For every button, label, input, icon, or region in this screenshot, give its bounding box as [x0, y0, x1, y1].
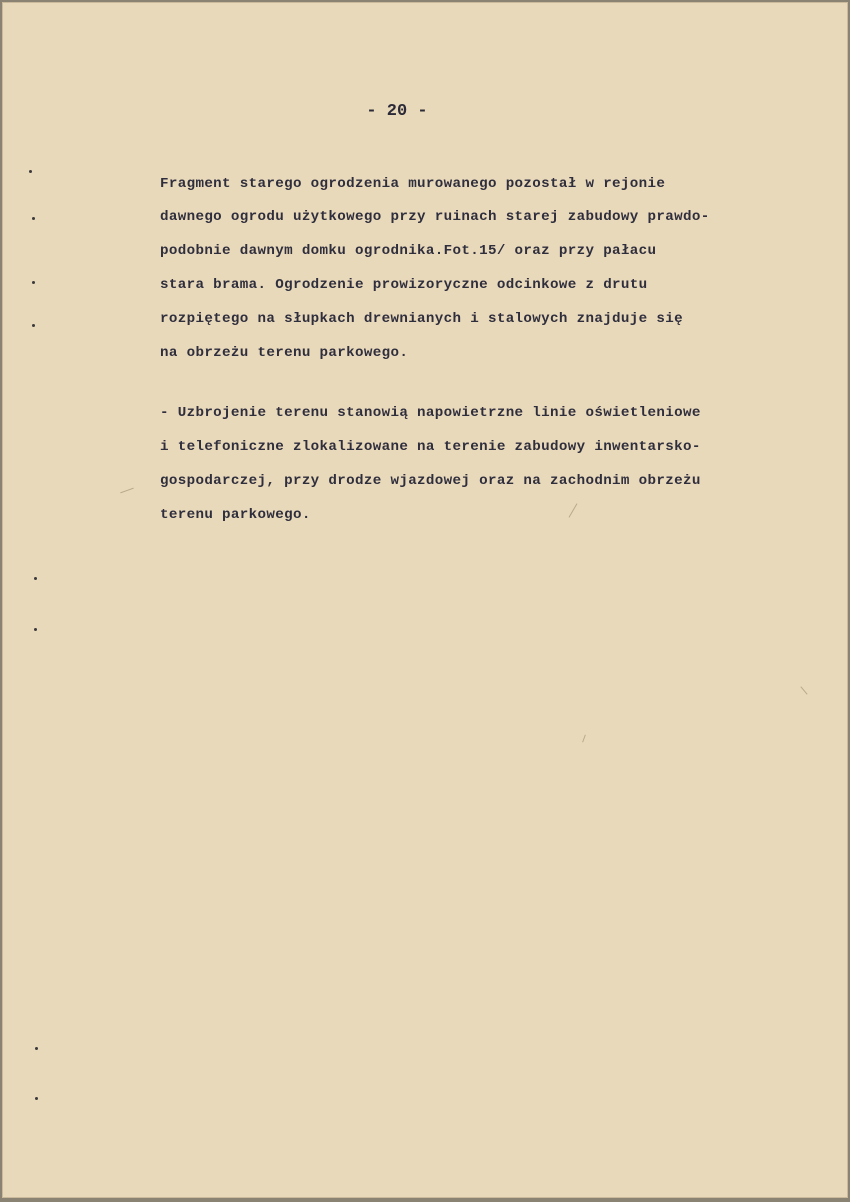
text-line: terenu parkowego. — [160, 507, 311, 523]
text-line: i telefoniczne zlokalizowane na terenie zabudowy inwentarsko- — [160, 439, 701, 455]
text-line: Fragment starego ogrodzenia murowanego pozostał w rejonie — [160, 176, 666, 192]
margin-dot — [35, 1047, 38, 1050]
text-line: gospodarczej, przy drodze wjazdowej oraz na zachodnim obrzeżu — [160, 473, 701, 489]
text-line: na obrzeżu terenu parkowego. — [160, 345, 409, 361]
margin-dot — [35, 1097, 38, 1100]
text-line: podobnie dawnym domku ogrodnika.Fot.15/ oraz przy pałacu — [160, 243, 657, 259]
margin-dot — [32, 324, 35, 327]
paper-mark — [582, 735, 586, 743]
text-line: rozpiętego na słupkach drewnianych i stalowych znajduje się — [160, 311, 683, 327]
paper-mark — [800, 686, 807, 694]
paper-mark — [120, 488, 133, 494]
document-page — [2, 2, 848, 1198]
margin-dot — [29, 170, 32, 173]
margin-dot — [34, 628, 37, 631]
paper-mark — [569, 503, 578, 517]
text-line: dawnego ogrodu użytkowego przy ruinach starej zabudowy prawdo- — [160, 209, 710, 225]
margin-dot — [32, 217, 35, 220]
page-number: - 20 - — [366, 102, 428, 121]
text-line: - Uzbrojenie terenu stanowią napowietrzne linie oświetleniowe — [160, 405, 701, 421]
margin-dot — [32, 281, 35, 284]
margin-dot — [34, 577, 37, 580]
text-line: stara brama. Ogrodzenie prowizoryczne odcinkowe z drutu — [160, 277, 648, 293]
